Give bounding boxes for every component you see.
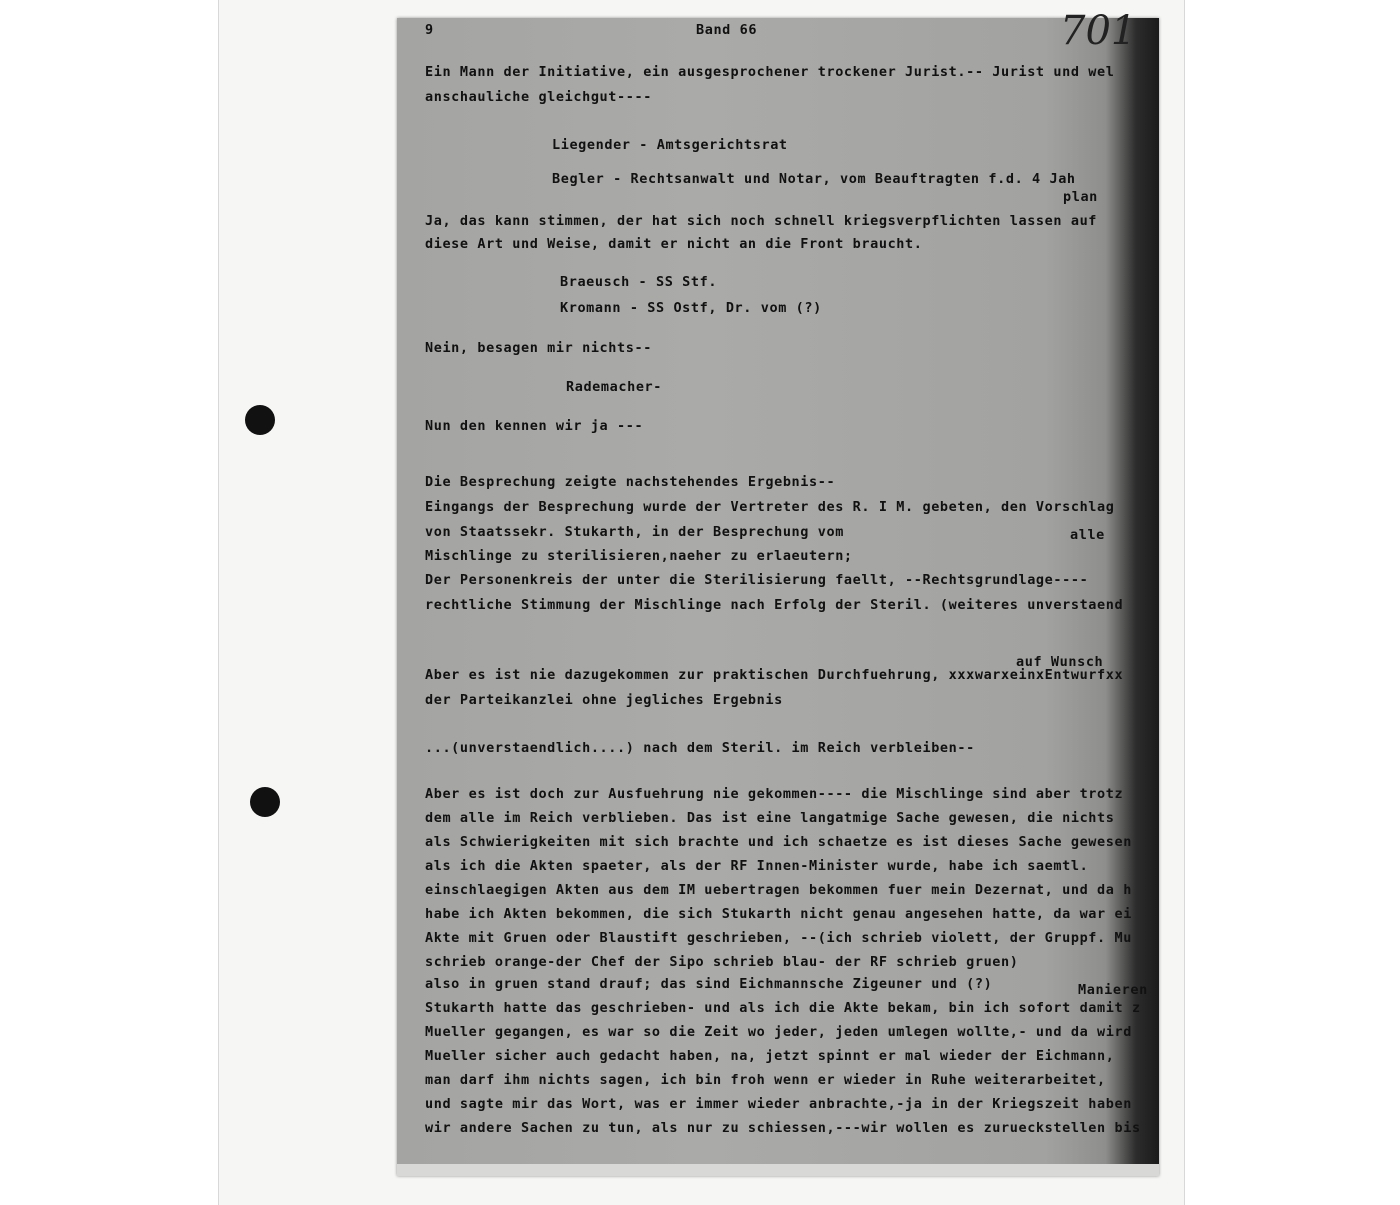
text-line: Nun den kennen wir ja --- [425, 418, 644, 434]
text-line: Ja, das kann stimmen, der hat sich noch schnell kriegsverpflichten lassen auf [425, 213, 1098, 229]
text-line: als ich die Akten spaeter, als der RF Innen-Minister wurde, habe ich saemtl. [425, 858, 1089, 874]
text-line: Mueller sicher auch gedacht haben, na, jetzt spinnt er mal wieder der Eichmann, [425, 1048, 1115, 1064]
text-line: ...(unverstaendlich....) nach dem Steril. im Reich verbleiben-- [425, 740, 975, 756]
text-line: von Staatssekr. Stukarth, in der Besprechung vom [425, 524, 844, 540]
punch-hole-bottom [250, 787, 280, 817]
volume-header: Band 66 [696, 22, 758, 38]
text-line: Aber es ist doch zur Ausfuehrung nie gekommen---- die Mischlinge sind aber trotz [425, 786, 1124, 802]
text-line: rechtliche Stimmung der Mischlinge nach Erfolg der Steril. (weiteres unverstaend [425, 597, 1124, 613]
text-line: Ein Mann der Initiative, ein ausgesprochener trockener Jurist.-- Jurist und wel [425, 64, 1115, 80]
text-line: Rademacher- [566, 379, 663, 395]
punch-hole-top [245, 405, 275, 435]
text-line: Liegender - Amtsgerichtsrat [552, 137, 788, 153]
text-line: Stukarth hatte das geschrieben- und als ich die Akte bekam, bin ich sofort damit z [425, 1000, 1141, 1016]
text-line: habe ich Akten bekommen, die sich Stukarth nicht genau angesehen hatte, da war ei [425, 906, 1132, 922]
text-line: plan [1063, 189, 1098, 205]
text-line: diese Art und Weise, damit er nicht an die Front braucht. [425, 236, 923, 252]
text-line: dem alle im Reich verblieben. Das ist eine langatmige Sache gewesen, die nichts [425, 810, 1115, 826]
text-line: Kromann - SS Ostf, Dr. vom (?) [560, 300, 822, 316]
text-line: man darf ihm nichts sagen, ich bin froh wenn er wieder in Ruhe weiterarbeitet, [425, 1072, 1106, 1088]
text-line: Begler - Rechtsanwalt und Notar, vom Beauftragten f.d. 4 Jah [552, 171, 1076, 187]
text-line: Mueller gegangen, es war so die Zeit wo jeder, jeden umlegen wollte,- und da wird [425, 1024, 1132, 1040]
text-line: Mischlinge zu sterilisieren,naeher zu erlaeutern; [425, 548, 853, 564]
text-line: auf Wunsch [1016, 654, 1104, 670]
text-line: Die Besprechung zeigte nachstehendes Ergebnis-- [425, 474, 836, 490]
text-line: wir andere Sachen zu tun, als nur zu schiessen,---wir wollen es zurueckstellen bis [425, 1120, 1141, 1136]
page-number: 9 [425, 22, 434, 38]
text-line: als Schwierigkeiten mit sich brachte und ich schaetze es ist dieses Sache gewesen [425, 834, 1132, 850]
text-line: also in gruen stand drauf; das sind Eichmannsche Zigeuner und (?) [425, 976, 993, 992]
text-line: Nein, besagen mir nichts-- [425, 340, 652, 356]
text-line: einschlaegigen Akten aus dem IM uebertragen bekommen fuer mein Dezernat, und da h [425, 882, 1132, 898]
text-line: Braeusch - SS Stf. [560, 274, 718, 290]
text-line: Akte mit Gruen oder Blaustift geschrieben, --(ich schrieb violett, der Gruppf. Mu [425, 930, 1132, 946]
text-line: Manieren [1078, 982, 1148, 998]
text-line: Der Personenkreis der unter die Sterilisierung faellt, --Rechtsgrundlage---- [425, 572, 1089, 588]
text-line: anschauliche gleichgut---- [425, 89, 652, 105]
text-line: Eingangs der Besprechung wurde der Vertreter des R. I M. gebeten, den Vorschlag [425, 499, 1115, 515]
text-line: der Parteikanzlei ohne jegliches Ergebnis [425, 692, 783, 708]
text-line: alle [1070, 527, 1105, 543]
text-line: und sagte mir das Wort, was er immer wieder anbrachte,-ja in der Kriegszeit haben [425, 1096, 1132, 1112]
handwritten-page-number: 701 [1060, 8, 1137, 54]
text-line: Aber es ist nie dazugekommen zur praktischen Durchfuehrung, xxxwarxeinxEntwurfxx [425, 667, 1124, 683]
text-line: schrieb orange-der Chef der Sipo schrieb blau- der RF schrieb gruen) [425, 954, 1019, 970]
